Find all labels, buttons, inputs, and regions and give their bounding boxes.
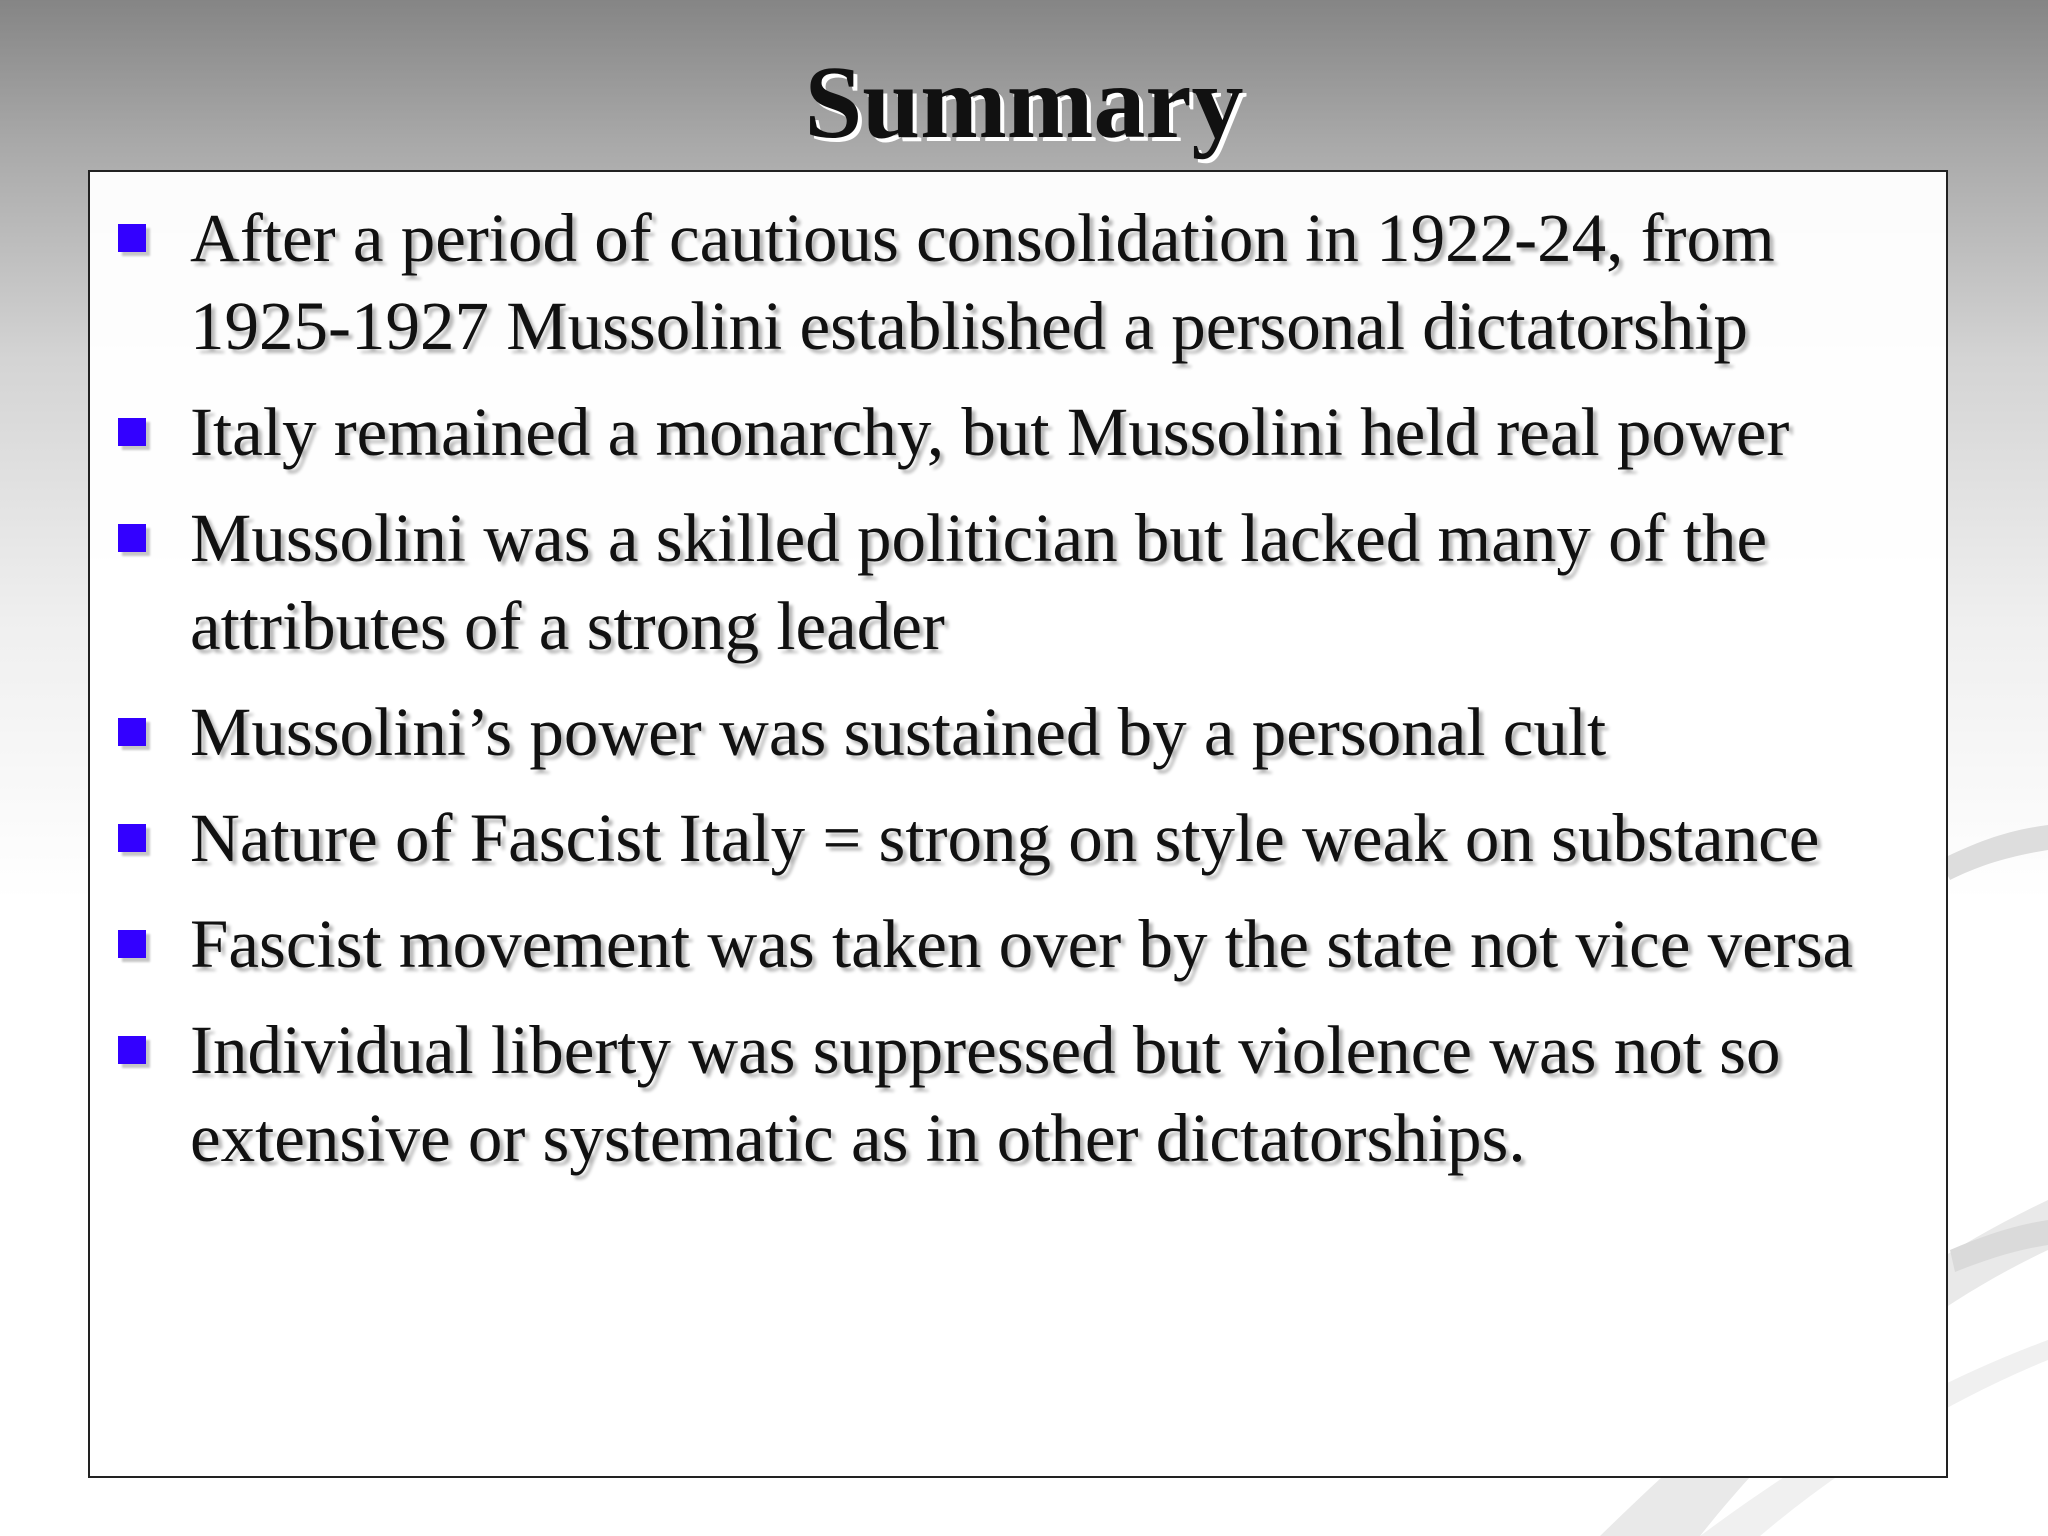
square-bullet-icon	[118, 224, 146, 252]
square-bullet-icon	[118, 1036, 146, 1064]
list-item	[90, 194, 1946, 370]
bullet-text: Italy remained a monarchy, but Mussolini held real power	[190, 394, 1790, 470]
slide-title: Summary	[804, 45, 1244, 160]
bullet-text: After a period of cautious consolidation in 1922-24, from 1925-1927 Mussolini established a personal dictatorship	[190, 200, 1775, 364]
square-bullet-icon	[118, 930, 146, 958]
square-bullet-icon	[118, 824, 146, 852]
square-bullet-icon	[118, 524, 146, 552]
list-item	[90, 494, 1946, 670]
list-item	[90, 388, 1946, 476]
list-item	[90, 900, 1946, 988]
bullet-text: Mussolini’s power was sustained by a personal cult	[190, 694, 1607, 770]
bullet-text: Fascist movement was taken over by the state not vice versa	[190, 906, 1854, 982]
bullet-text: Individual liberty was suppressed but violence was not so extensive or systematic as in other dictatorships.	[190, 1012, 1781, 1176]
square-bullet-icon	[118, 718, 146, 746]
content-box	[88, 170, 1948, 1478]
list-item	[90, 794, 1946, 882]
bullet-text: Mussolini was a skilled politician but lacked many of the attributes of a strong leader	[190, 500, 1768, 664]
list-item	[90, 1006, 1946, 1182]
bullet-list	[90, 194, 1946, 1200]
list-item	[90, 688, 1946, 776]
bullet-text: Nature of Fascist Italy = strong on style weak on substance	[190, 800, 1820, 876]
square-bullet-icon	[118, 418, 146, 446]
